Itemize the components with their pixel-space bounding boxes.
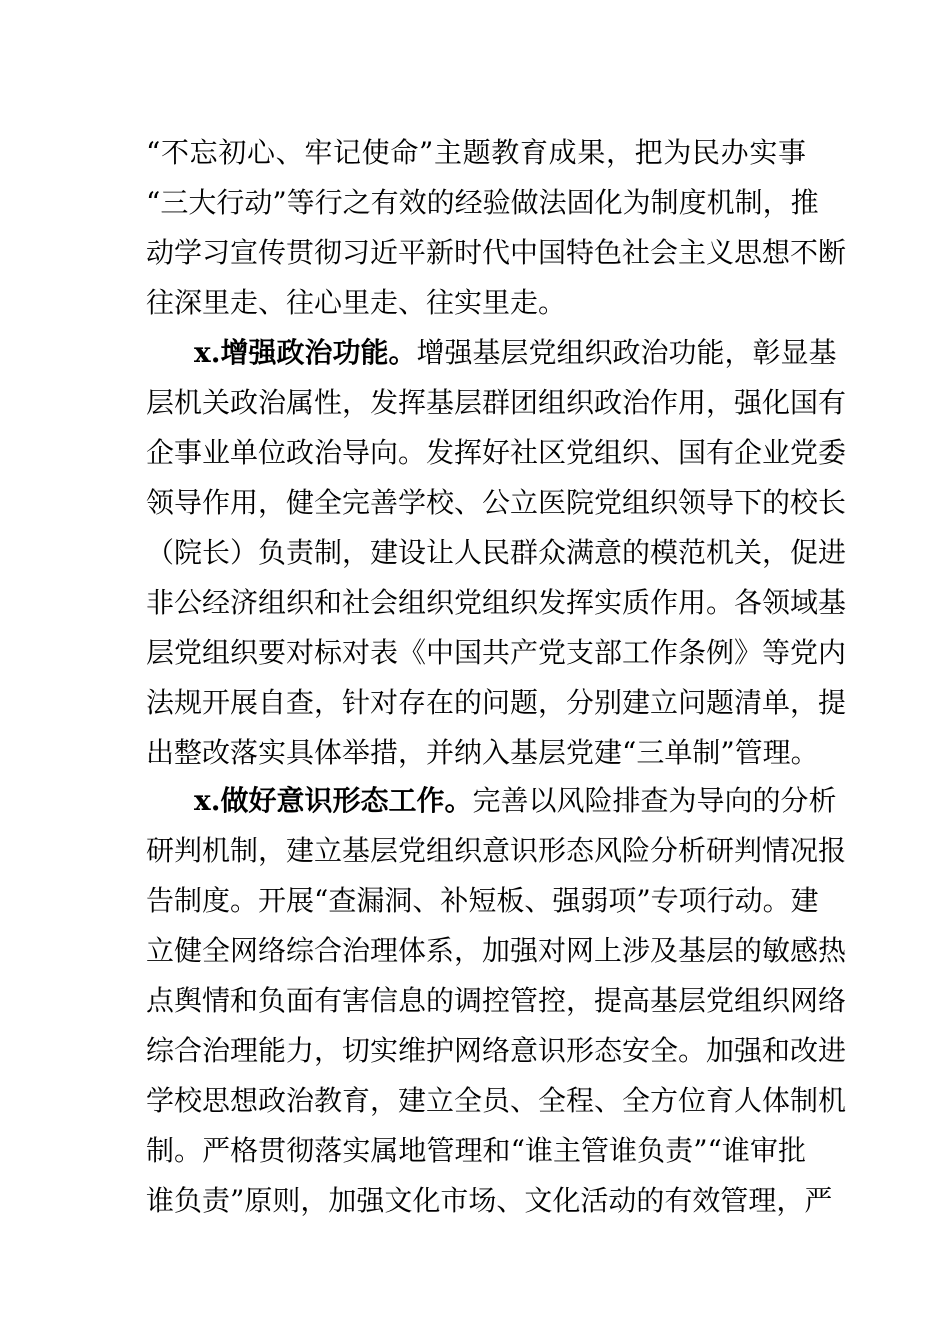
paragraph-1-line-4: 往深里走、往心里走、往实里走。: [146, 286, 567, 319]
paragraph-3-line-3: 告制度。开展“查漏洞、补短板、强弱项”专项行动。建: [146, 884, 819, 917]
paragraph-3-line-8: 制。严格贯彻落实属地管理和“谁主管谁负责”“谁审批: [146, 1134, 806, 1167]
paragraph-3-line-5: 点舆情和负面有害信息的调控管控，提高基层党组织网络: [146, 984, 847, 1017]
paragraph-2-line-7: 层党组织要对标对表《中国共产党支部工作条例》等党内: [146, 636, 847, 669]
paragraph-1-line-2: “三大行动”等行之有效的经验做法固化为制度机制，推: [146, 186, 819, 219]
paragraph-2-heading: x.增强政治功能。: [194, 336, 417, 369]
paragraph-2-line-8: 法规开展自查，针对存在的问题，分别建立问题清单，提: [146, 686, 847, 719]
paragraph-3-heading: x.做好意识形态工作。: [194, 784, 473, 817]
paragraph-2-line-6: 非公经济组织和社会组织党组织发挥实质作用。各领域基: [146, 586, 847, 619]
paragraph-2-first-line: [194, 328, 837, 378]
paragraph-2-line-9: 出整改落实具体举措，并纳入基层党建“三单制”管理。: [146, 736, 819, 769]
paragraph-2-line-2: 层机关政治属性，发挥基层群团组织政治作用，强化国有: [146, 386, 847, 419]
paragraph-1-line-1: “不忘初心、牢记使命”主题教育成果，把为民办实事: [146, 136, 806, 169]
paragraph-3-line-4: 立健全网络综合治理体系，加强对网上涉及基层的敏感热: [146, 934, 847, 967]
paragraph-3-first-line: [194, 776, 837, 826]
paragraph-3-first-line-text: 完善以风险排查为导向的分析: [472, 784, 837, 817]
paragraph-2-first-line-text: 增强基层党组织政治功能，彰显基: [416, 336, 837, 369]
paragraph-3-line-7: 学校思想政治教育，建立全员、全程、全方位育人体制机: [146, 1084, 847, 1117]
paragraph-3-line-9: 谁负责”原则，加强文化市场、文化活动的有效管理，严: [146, 1184, 833, 1217]
paragraph-3-line-6: 综合治理能力，切实维护网络意识形态安全。加强和改进: [146, 1034, 847, 1067]
paragraph-2-line-5: （院长）负责制，建设让人民群众满意的模范机关，促进: [146, 536, 847, 569]
paragraph-3-line-2: 研判机制，建立基层党组织意识形态风险分析研判情况报: [146, 834, 847, 867]
paragraph-1-line-3: 动学习宣传贯彻习近平新时代中国特色社会主义思想不断: [146, 236, 847, 269]
paragraph-2-line-3: 企事业单位政治导向。发挥好社区党组织、国有企业党委: [146, 436, 847, 469]
paragraph-2-line-4: 领导作用，健全完善学校、公立医院党组织领导下的校长: [146, 486, 847, 519]
